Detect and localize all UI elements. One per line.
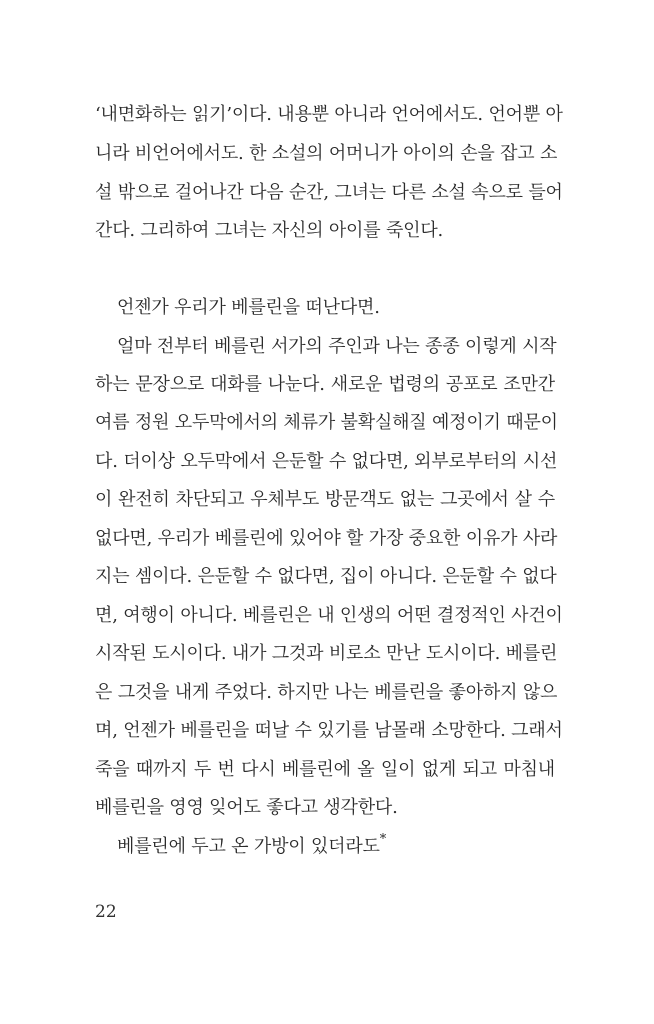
body-text-line: 지는 셈이다. 은둔할 수 없다면, 집이 아니다. 은둔할 수 없다: [95, 566, 557, 587]
body-text-line: 없다면, 우리가 베를린에 있어야 할 가장 중요한 이유가 사라: [95, 528, 558, 549]
body-text-line: 죽을 때까지 두 번 다시 베를린에 올 일이 없게 되고 마침내: [95, 759, 555, 780]
footnote-mark: *: [379, 832, 387, 847]
body-text-line: 다. 더이상 오두막에서 은둔할 수 없다면, 외부로부터의 시선: [95, 451, 558, 472]
body-text-line: 은 그것을 내게 주었다. 하지만 나는 베를린을 좋아하지 않으: [95, 682, 558, 703]
page-number: 22: [95, 902, 117, 922]
quoted-title-text: 베를린에 두고 온 가방이 있더라도: [117, 836, 380, 857]
body-text-line: 면, 여행이 아니다. 베를린은 내 인생의 어떤 결정적인 사건이: [95, 605, 563, 626]
body-text-line: 니라 비언어에서도. 한 소설의 어머니가 아이의 손을 잡고 소: [95, 143, 558, 164]
body-text-line: 이 완전히 차단되고 우체부도 방문객도 없는 그곳에서 살 수: [95, 489, 555, 510]
body-text-line: 언젠가 우리가 베를린을 떠난다면.: [117, 297, 380, 318]
body-text-line: 베를린을 영영 잊어도 좋다고 생각한다.: [95, 797, 398, 818]
body-text-line: 얼마 전부터 베를린 서가의 주인과 나는 종종 이렇게 시작: [117, 336, 557, 357]
body-text-line: 하는 문장으로 대화를 나눈다. 새로운 법령의 공포로 조만간: [95, 374, 555, 395]
body-text-line: 며, 언젠가 베를린을 떠날 수 있기를 남몰래 소망한다. 그래서: [95, 720, 563, 741]
body-text-line: 설 밖으로 걸어나간 다음 순간, 그녀는 다른 소설 속으로 들어: [95, 182, 563, 203]
body-text-line: 시작된 도시이다. 내가 그것과 비로소 만난 도시이다. 베를린: [95, 643, 558, 664]
body-text-line: 여름 정원 오두막에서의 체류가 불확실해질 예정이기 때문이: [95, 412, 558, 433]
body-text-line: ‘내면화하는 읽기’이다. 내용뿐 아니라 언어에서도. 언어뿐 아: [95, 104, 563, 125]
body-text-line: 간다. 그리하여 그녀는 자신의 아이를 죽인다.: [95, 220, 444, 241]
body-text-line-footnoted: [117, 832, 555, 858]
